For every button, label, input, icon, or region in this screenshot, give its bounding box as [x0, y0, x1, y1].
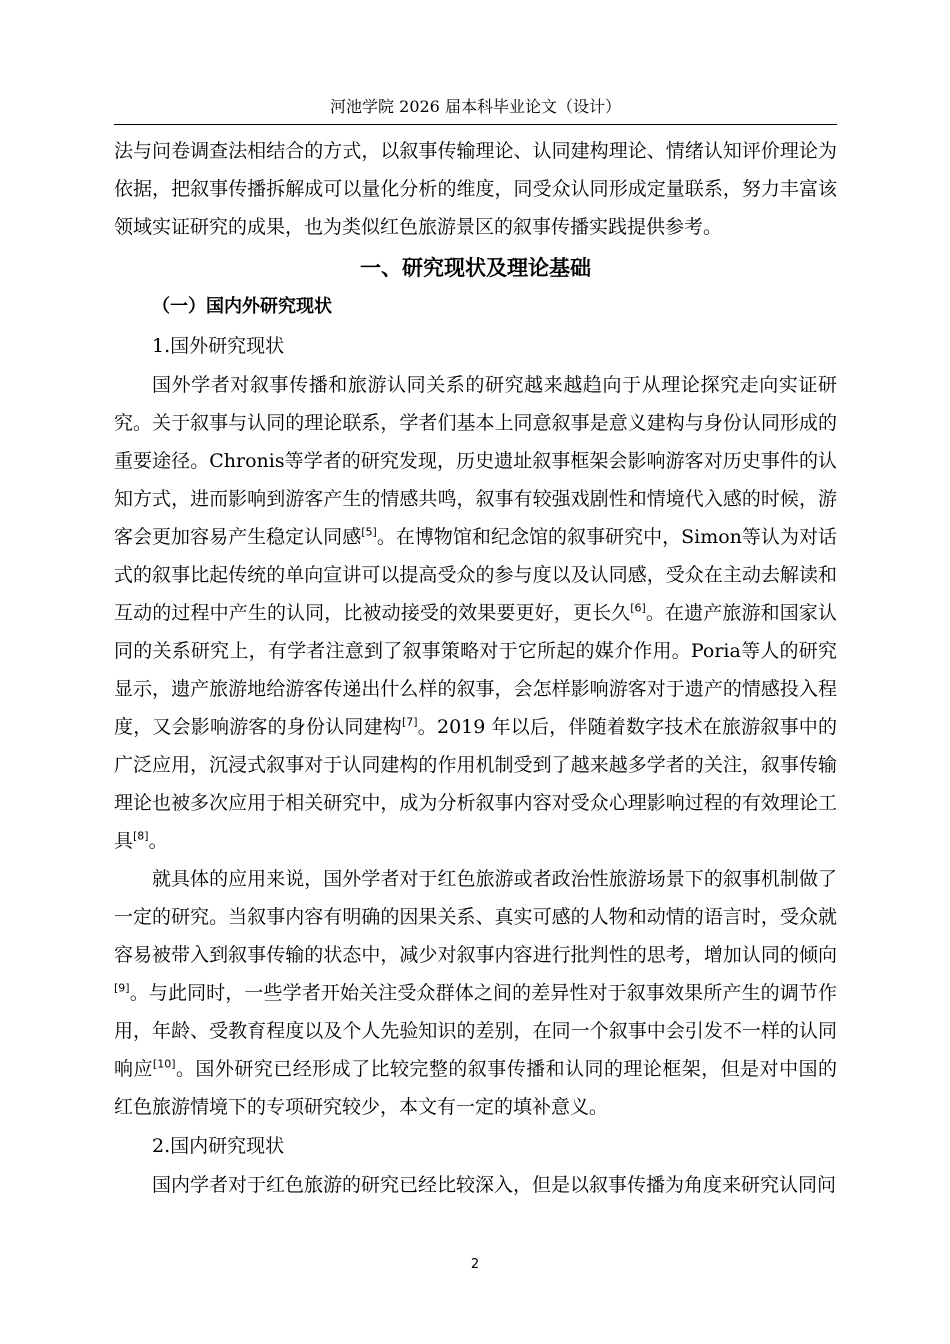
text-run: 。 — [148, 830, 168, 852]
text-run: 。在遗产旅游和国家认同的关系研究上，有学者注意到了叙事策略对于它所起的媒介作用。Poria等人的研究显示，遗产旅游地给游客传递出什么样的叙事，会怎样影响游客对于遗产的情感投入程度，又会影响游客的身份认同建构 — [114, 602, 837, 738]
text-run: 。在博物馆和纪念馆的叙事研究中，Simon等认为对话式的叙事比起传统的单向宣讲可以提高受众的参与度以及认同感，受众在主动去解读和互动的过程中产生的认同，比被动接受的效果要更好，更长久 — [114, 526, 837, 624]
header-rule — [114, 124, 837, 125]
paragraph-intro-tail: 法与问卷调查法相结合的方式，以叙事传输理论、认同建构理论、情绪认知评价理论为依据，把叙事传播拆解成可以量化分析的维度，同受众认同形成定量联系，努力丰富该领域实证研究的成果，也为类似红色旅游景区的叙事传播实践提供参考。 — [114, 140, 837, 238]
page-number: 2 — [470, 1257, 480, 1272]
citation: [8] — [133, 829, 149, 843]
text-run: 。2019 年以后，伴随着数字技术在旅游叙事中的广泛应用，沉浸式叙事对于认同建构的作用机制受到了越来越多学者的关注，叙事传输理论也被多次应用于相关研究中，成为分析叙事内容对受众心理影响过程的有效理论工具 — [114, 716, 837, 852]
citation: [5] — [361, 525, 377, 539]
text-run: 国外学者对叙事传播和旅游认同关系的研究越来越趋向于从理论探究走向实证研究。关于叙事与认同的理论联系，学者们基本上同意叙事是意义建构与身份认同形成的重要途径。Chronis等学者的研究发现，历史遗址叙事框架会影响游客对历史事件的认知方式，进而影响到游客产生的情感共鸣，叙事有较强戏剧性和情境代入感的时候，游客会更加容易产生稳定认同感 — [114, 374, 837, 548]
paragraph-foreign-1 — [114, 366, 837, 860]
citation: [7] — [402, 715, 418, 729]
body-text — [114, 132, 837, 1204]
foreign-research-heading: 1.国外研究现状 — [152, 335, 285, 357]
citation: [6] — [630, 601, 646, 615]
subsection-heading: （一）国内外研究现状 — [152, 296, 332, 317]
running-header: 河池学院 2026 届本科毕业论文（设计） — [330, 97, 621, 116]
citation: [9] — [114, 981, 130, 995]
paragraph-foreign-2 — [114, 860, 837, 1126]
citation: [10] — [152, 1057, 176, 1071]
text-run: 。与此同时，一些学者开始关注受众群体之间的差异性对于叙事效果所产生的调节作用，年龄、受教育程度以及个人先验知识的差别，在同一个叙事中会引发不一样的认同响应 — [114, 982, 837, 1080]
section-heading: 一、研究现状及理论基础 — [360, 256, 591, 280]
text-run: 就具体的应用来说，国外学者对于红色旅游或者政治性旅游场景下的叙事机制做了一定的研究。当叙事内容有明确的因果关系、真实可感的人物和动情的语言时，受众就容易被带入到叙事传输的状态中，减少对叙事内容进行批判性的思考，增加认同的倾向 — [114, 868, 837, 966]
domestic-research-heading: 2.国内研究现状 — [152, 1135, 285, 1157]
paragraph-domestic-1: 国内学者对于红色旅游的研究已经比较深入，但是以叙事传播为角度来研究认同问 — [152, 1174, 837, 1196]
text-run: 。国外研究已经形成了比较完整的叙事传播和认同的理论框架，但是对中国的红色旅游情境下的专项研究较少，本文有一定的填补意义。 — [114, 1058, 837, 1118]
